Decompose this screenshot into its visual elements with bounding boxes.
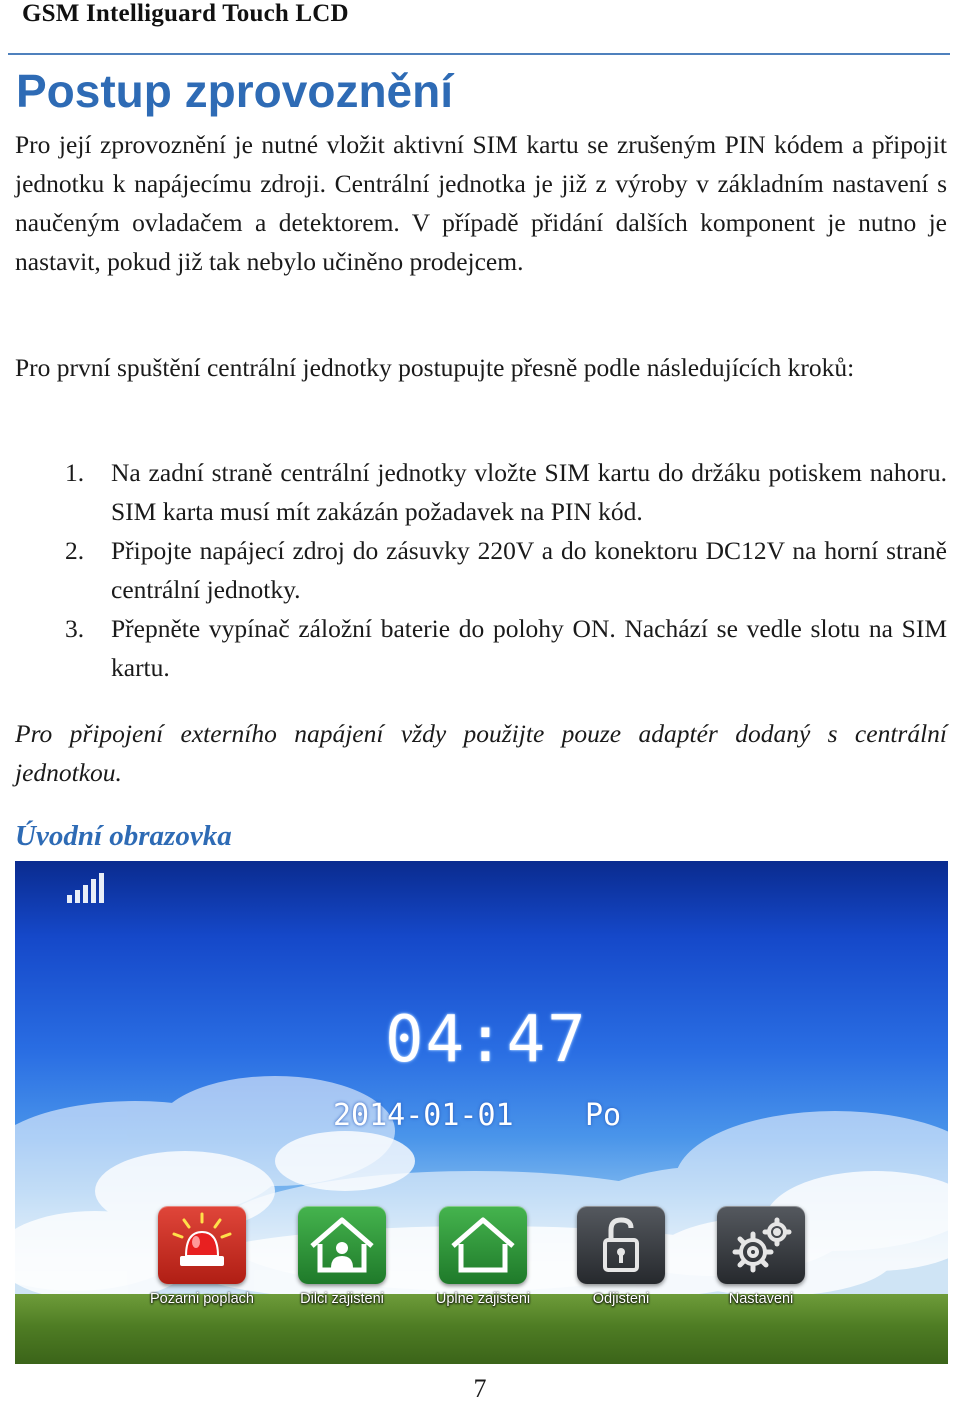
disarm-label: Odjisteni — [592, 1291, 650, 1307]
subheading-intro-screen: Úvodní obrazovka — [15, 820, 232, 852]
home-icon — [439, 1206, 527, 1284]
fire-alarm-button[interactable] — [158, 1206, 246, 1284]
steps-intro-paragraph: Pro první spuštění centrální jednotky postupujte přesně podle následujících kroků: — [15, 353, 855, 382]
list-item-number: 2. — [65, 536, 85, 565]
settings-label: Nastaveni — [728, 1291, 794, 1307]
section-title: Postup zprovoznění — [16, 65, 453, 117]
list-item-text: Přepněte vypínač záložní baterie do polohy ON. Nachází se vedle slotu na SIM kartu. — [111, 614, 947, 682]
siren-icon — [158, 1206, 246, 1284]
page-number: 7 — [473, 1374, 487, 1403]
full-arm-button[interactable] — [439, 1206, 527, 1284]
power-note-paragraph: Pro připojení externího napájení vždy použijte pouze adaptér dodaný s centrální jednotkou. — [15, 719, 947, 787]
list-item — [15, 609, 947, 687]
steps-list — [15, 453, 947, 687]
partial-arm-label: Dilci zajisteni — [300, 1291, 384, 1307]
clock-time: 04:47 — [385, 1003, 588, 1077]
list-item-text: Na zadní straně centrální jednotky vložte SIM kartu do držáku potiskem nahoru. SIM karta musí mít zakázán požadavek na PIN kód. — [111, 458, 947, 526]
settings-button[interactable] — [717, 1206, 805, 1284]
full-arm-label: Uplne zajisteni — [435, 1291, 531, 1307]
home-person-icon — [298, 1206, 386, 1284]
disarm-button[interactable] — [577, 1206, 665, 1284]
list-item-text: Připojte napájecí zdroj do zásuvky 220V a do konektoru DC12V na horní straně centrální jednotky. — [111, 536, 947, 604]
list-item-number: 3. — [65, 614, 85, 643]
fire-alarm-label: Pozarni poplach — [150, 1291, 254, 1307]
list-item — [15, 453, 947, 531]
signal-bars-icon — [65, 871, 109, 905]
partial-arm-button[interactable] — [298, 1206, 386, 1284]
clock-day: Po — [585, 1098, 622, 1133]
gears-icon — [717, 1206, 805, 1284]
device-screen-photo — [15, 861, 948, 1364]
header-rule — [8, 53, 950, 55]
document-header-title: GSM Intelliguard Touch LCD — [22, 0, 349, 27]
unlock-icon — [577, 1206, 665, 1284]
clock-date: 2014-01-01 — [333, 1098, 514, 1133]
list-item — [15, 531, 947, 609]
intro-paragraph: Pro její zprovoznění je nutné vložit aktivní SIM kartu se zrušeným PIN kódem a připojit jednotku k napájecímu zdroji. Centrální jednotka je již z výroby v základním nastavení s naučeným ovladačem a detektorem. V případě přidání dalších komponent je nutno je nastavit, pokud již tak nebylo učiněno prodejcem. — [15, 130, 947, 276]
list-item-number: 1. — [65, 458, 85, 487]
